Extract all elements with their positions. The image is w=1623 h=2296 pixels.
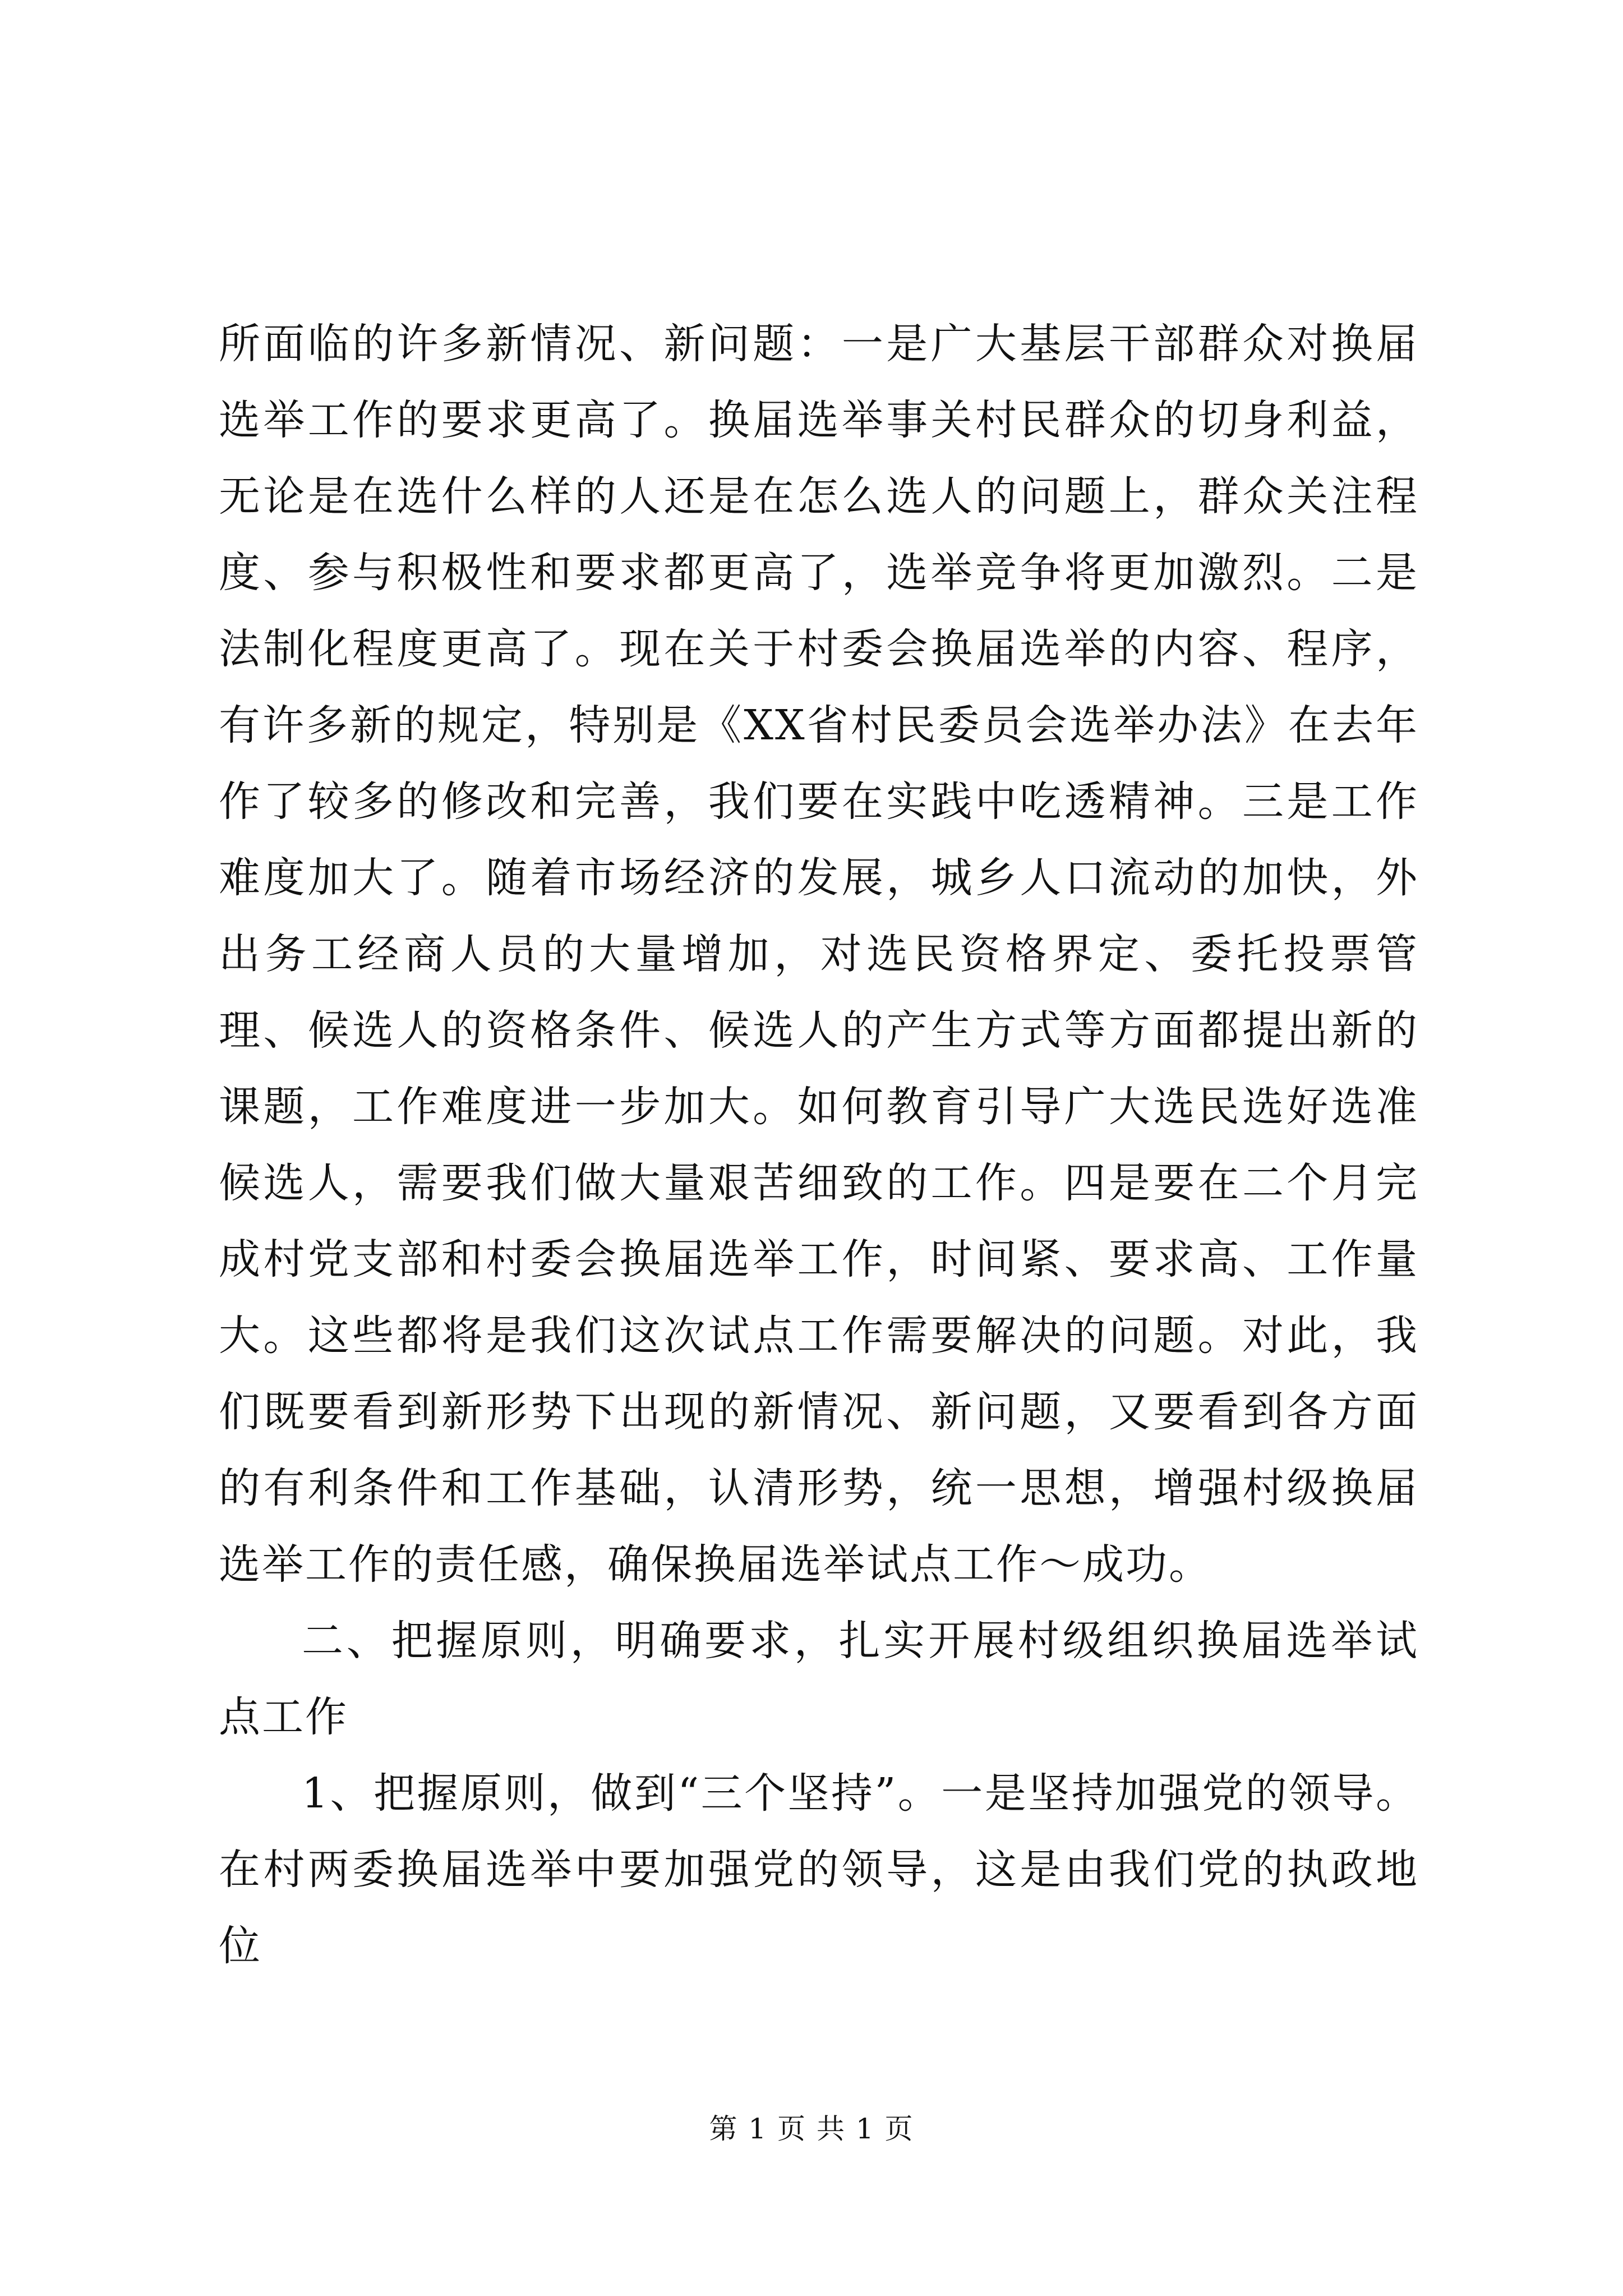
document-body bbox=[219, 306, 1419, 1984]
paragraph-section-two-heading: 二、把握原则，明确要求，扎实开展村级组织换届选举试点工作 bbox=[219, 1617, 1419, 1741]
page-number-footer: 第 1 页 共 1 页 bbox=[709, 2113, 914, 2145]
paragraph-principles: 1、把握原则，做到“三个坚持”。一是坚持加强党的领导。在村两委换届选举中要加强党的领导，这是由我们党的执政地位 bbox=[219, 1769, 1419, 1970]
paragraph-situation-analysis: 所面临的许多新情况、新问题：一是广大基层干部群众对换届选举工作的要求更高了。换届选举事关村民群众的切身利益，无论是在选什么样的人还是在怎么选人的问题上，群众关注程度、参与积极性和要求都更高了，选举竞争将更加激烈。二是法制化程度更高了。现在关于村委会换届选举的内容、程序，有许多新的规定，特别是《XX省村民委员会选举办法》在去年作了较多的修改和完善，我们要在实践中吃透精神。三是工作难度加大了。随着市场经济的发展，城乡人口流动的加快，外出务工经商人员的大量增加，对选民资格界定、委托投票管理、候选人的资格条件、候选人的产生方式等方面都提出新的课题，工作难度进一步加大。如何教育引导广大选民选好选准候选人，需要我们做大量艰苦细致的工作。四是要在二个月完成村党支部和村委会换届选举工作，时间紧、要求高、工作量大。这些都将是我们这次试点工作需要解决的问题。对此，我们既要看到新形势下出现的新情况、新问题，又要看到各方面的有利条件和工作基础，认清形势，统一思想，增强村级换届选举工作的责任感，确保换届选举试点工作～成功。 bbox=[219, 320, 1419, 1589]
